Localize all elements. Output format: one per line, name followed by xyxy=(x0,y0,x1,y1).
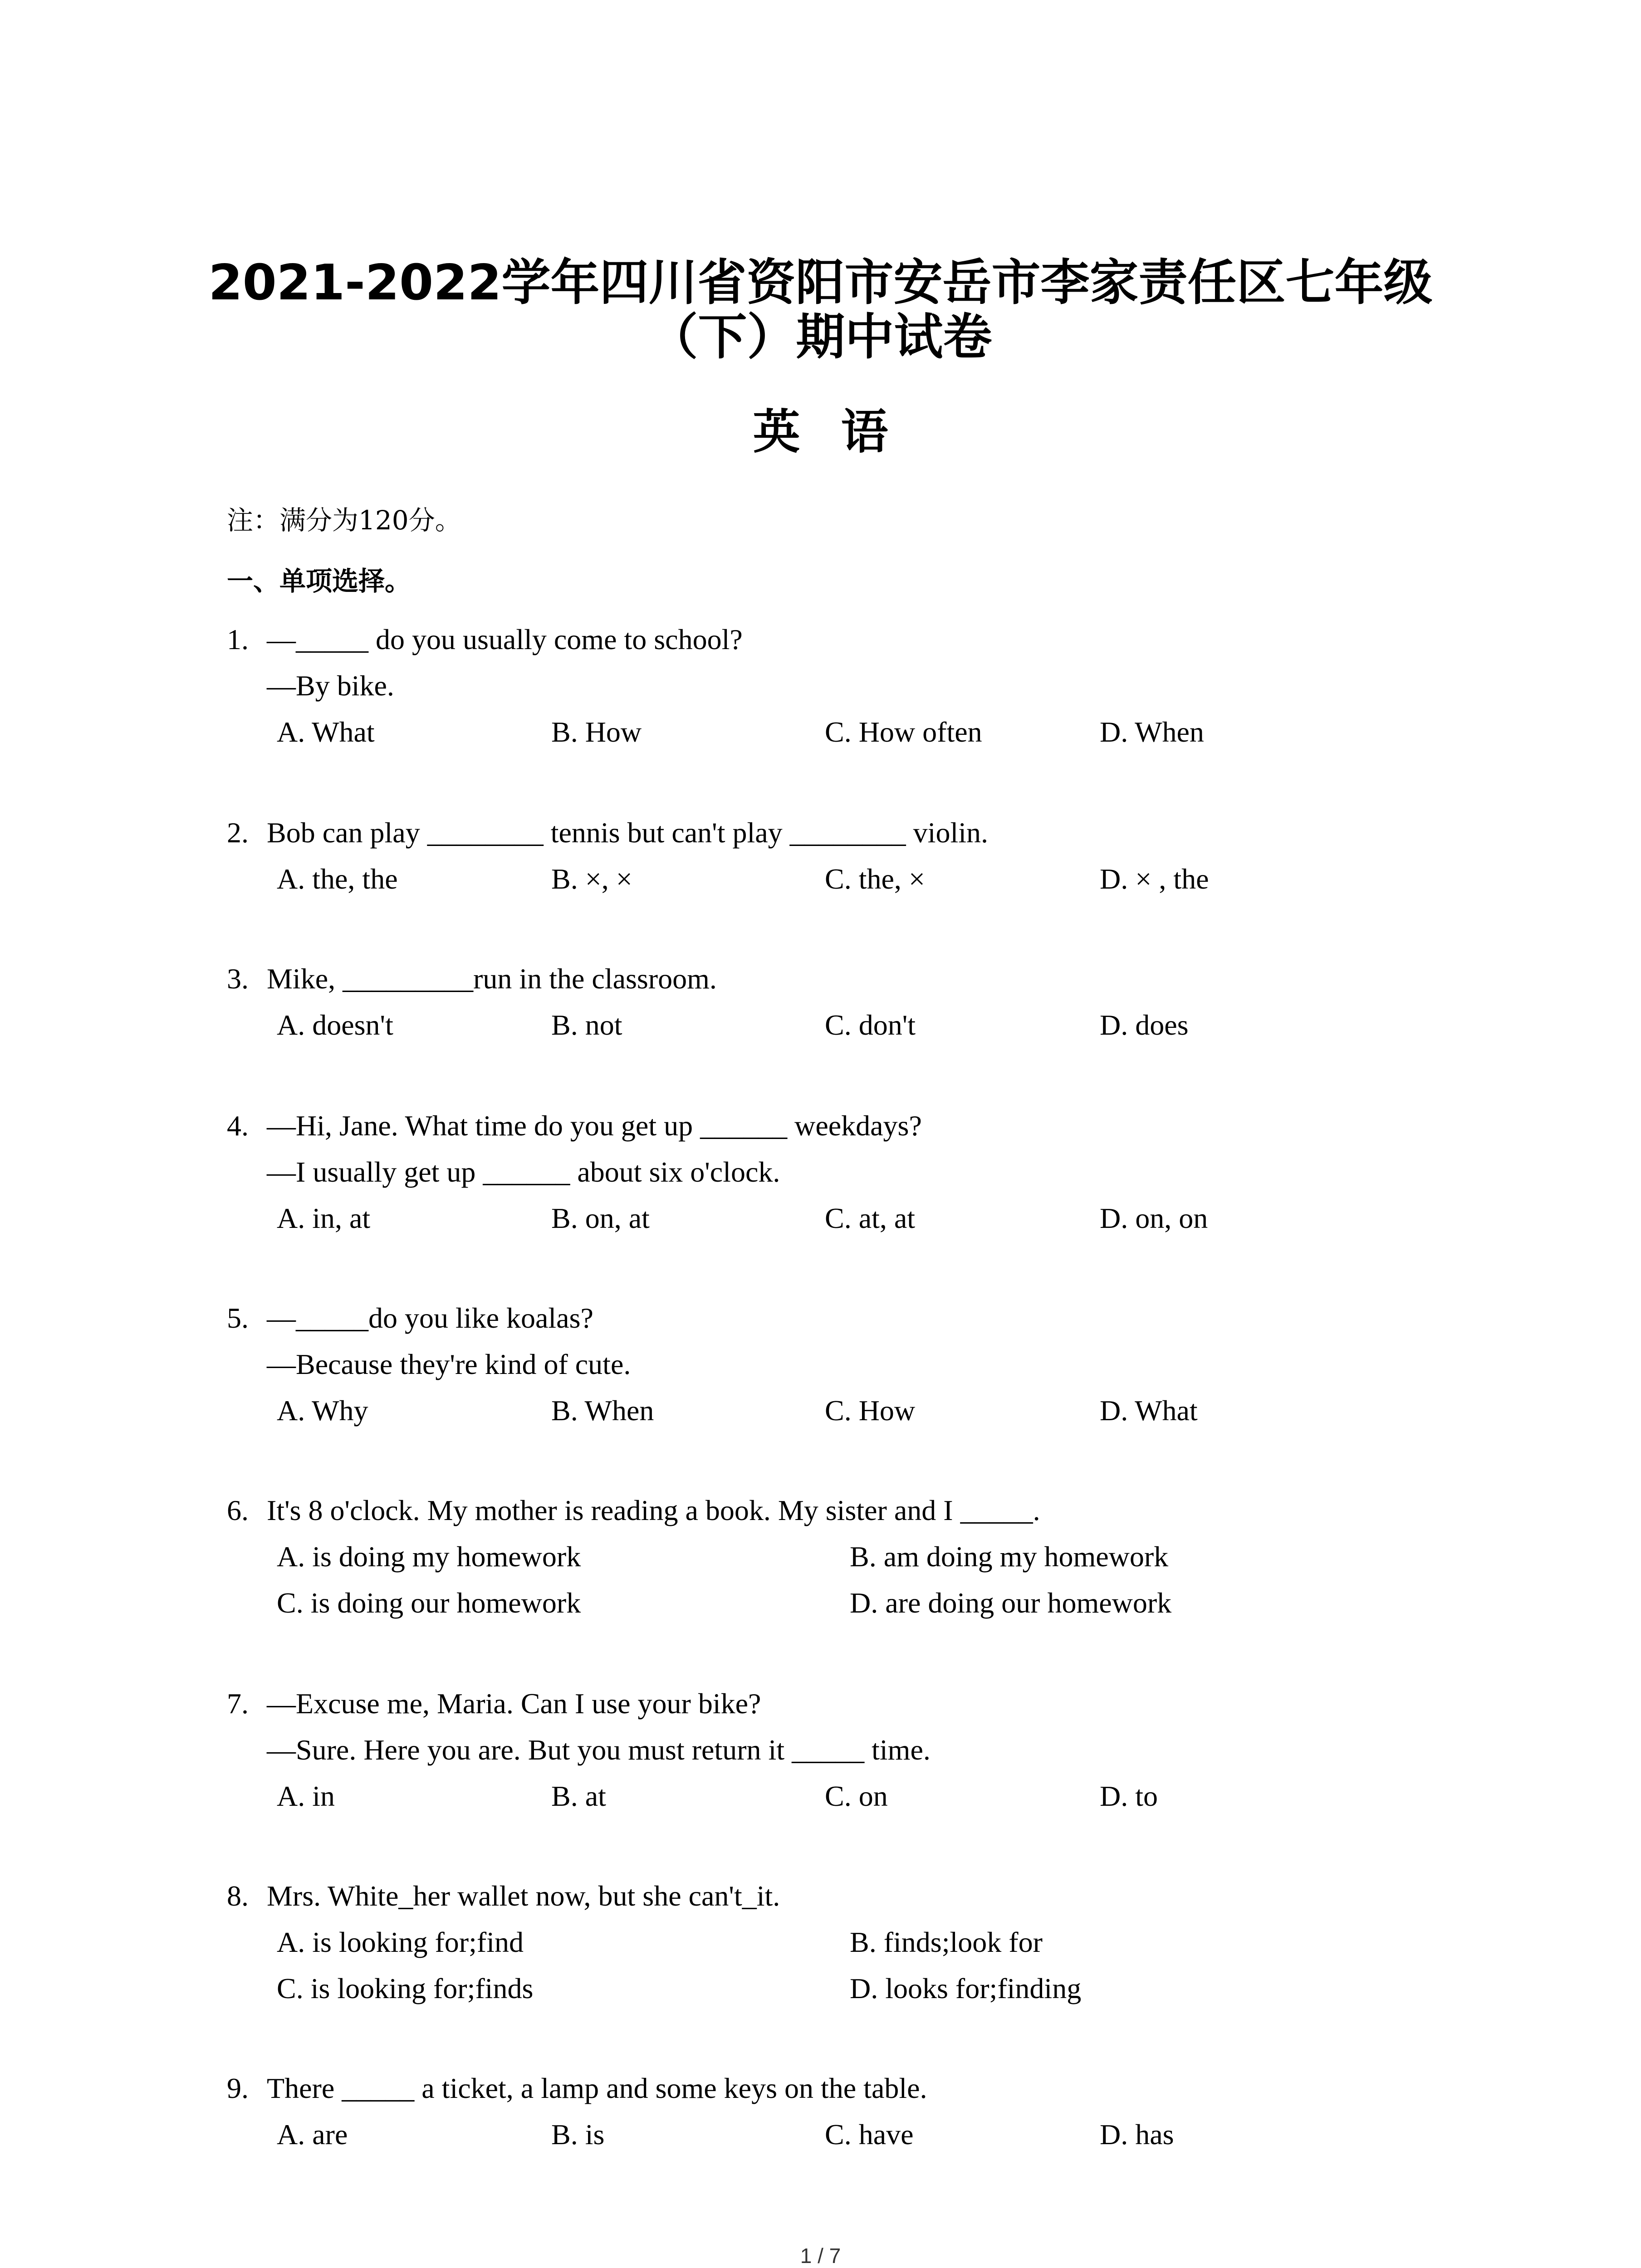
question-number: 9. xyxy=(227,2072,249,2104)
page-number: 1 / 7 xyxy=(800,2244,841,2268)
page-title-line-2: （下）期中试卷 xyxy=(649,309,992,366)
option-b: B. When xyxy=(551,1394,654,1427)
question-number: 3. xyxy=(227,963,249,995)
question-stem-line: —Sure. Here you are. But you must return it _____ time. xyxy=(267,1734,931,1766)
option-d: D. on, on xyxy=(1100,1202,1208,1234)
option-b: B. at xyxy=(551,1780,606,1812)
option-c: C. How xyxy=(825,1394,916,1427)
option-d: D. What xyxy=(1100,1394,1198,1427)
option-a: A. in xyxy=(277,1780,335,1812)
option-c: C. have xyxy=(825,2118,914,2151)
option-c: C. is doing our homework xyxy=(277,1587,581,1619)
question-stem: —_____do you like koalas? xyxy=(267,1302,593,1334)
question-stem: —Excuse me, Maria. Can I use your bike? xyxy=(267,1687,761,1720)
option-c: C. How often xyxy=(825,716,982,748)
option-a: A. What xyxy=(277,716,375,748)
question-stem: There _____ a ticket, a lamp and some keys on the table. xyxy=(267,2072,927,2104)
question-number: 8. xyxy=(227,1880,249,1912)
question-stem: It's 8 o'clock. My mother is reading a book. My sister and I _____. xyxy=(267,1494,1040,1526)
question-stem-line: —By bike. xyxy=(267,670,394,702)
option-b: B. not xyxy=(551,1009,622,1041)
option-b: B. finds;look for xyxy=(850,1926,1043,1958)
page-title-line-1: 2021-2022学年四川省资阳市安岳市李家责任区七年级 xyxy=(208,254,1433,311)
option-d: D. does xyxy=(1100,1009,1189,1041)
question-stem: —_____ do you usually come to school? xyxy=(267,623,743,655)
option-d: D. × , the xyxy=(1100,863,1209,895)
option-a: A. is looking for;find xyxy=(277,1926,524,1958)
question-number: 4. xyxy=(227,1110,249,1142)
question-stem: Mrs. White_her wallet now, but she can't_it. xyxy=(267,1880,780,1912)
option-c: C. don't xyxy=(825,1009,916,1041)
question-number: 2. xyxy=(227,816,249,849)
score-note: 注：满分为120分。 xyxy=(227,505,461,536)
option-c: C. on xyxy=(825,1780,888,1812)
option-d: D. looks for;finding xyxy=(850,1972,1082,2004)
question-stem: —Hi, Jane. What time do you get up ______ weekdays? xyxy=(267,1110,922,1142)
option-c: C. the, × xyxy=(825,863,925,895)
option-b: B. How xyxy=(551,716,642,748)
option-c: C. at, at xyxy=(825,1202,916,1234)
option-d: D. When xyxy=(1100,716,1204,748)
question-number: 5. xyxy=(227,1302,249,1334)
option-a: A. doesn't xyxy=(277,1009,393,1041)
question-number: 6. xyxy=(227,1494,249,1526)
option-a: A. is doing my homework xyxy=(277,1540,581,1573)
subject-heading: 英语 xyxy=(753,404,929,459)
question-number: 1. xyxy=(227,623,249,655)
option-d: D. are doing our homework xyxy=(850,1587,1172,1619)
option-a: A. in, at xyxy=(277,1202,371,1234)
question-number: 7. xyxy=(227,1687,249,1720)
option-a: A. are xyxy=(277,2118,348,2151)
option-b: B. is xyxy=(551,2118,605,2151)
option-a: A. Why xyxy=(277,1394,368,1427)
question-stem-line: —Because they're kind of cute. xyxy=(267,1348,631,1380)
option-b: B. on, at xyxy=(551,1202,650,1234)
option-b: B. am doing my homework xyxy=(850,1540,1169,1573)
section-heading: 一、单项选择。 xyxy=(227,566,411,596)
question-stem: Bob can play ________ tennis but can't play ________ violin. xyxy=(267,816,988,849)
option-d: D. has xyxy=(1100,2118,1174,2151)
option-d: D. to xyxy=(1100,1780,1158,1812)
question-stem: Mike, _________run in the classroom. xyxy=(267,963,717,995)
option-a: A. the, the xyxy=(277,863,398,895)
question-stem-line: —I usually get up ______ about six o'clock. xyxy=(267,1156,780,1188)
option-c: C. is looking for;finds xyxy=(277,1972,534,2004)
option-b: B. ×, × xyxy=(551,863,632,895)
